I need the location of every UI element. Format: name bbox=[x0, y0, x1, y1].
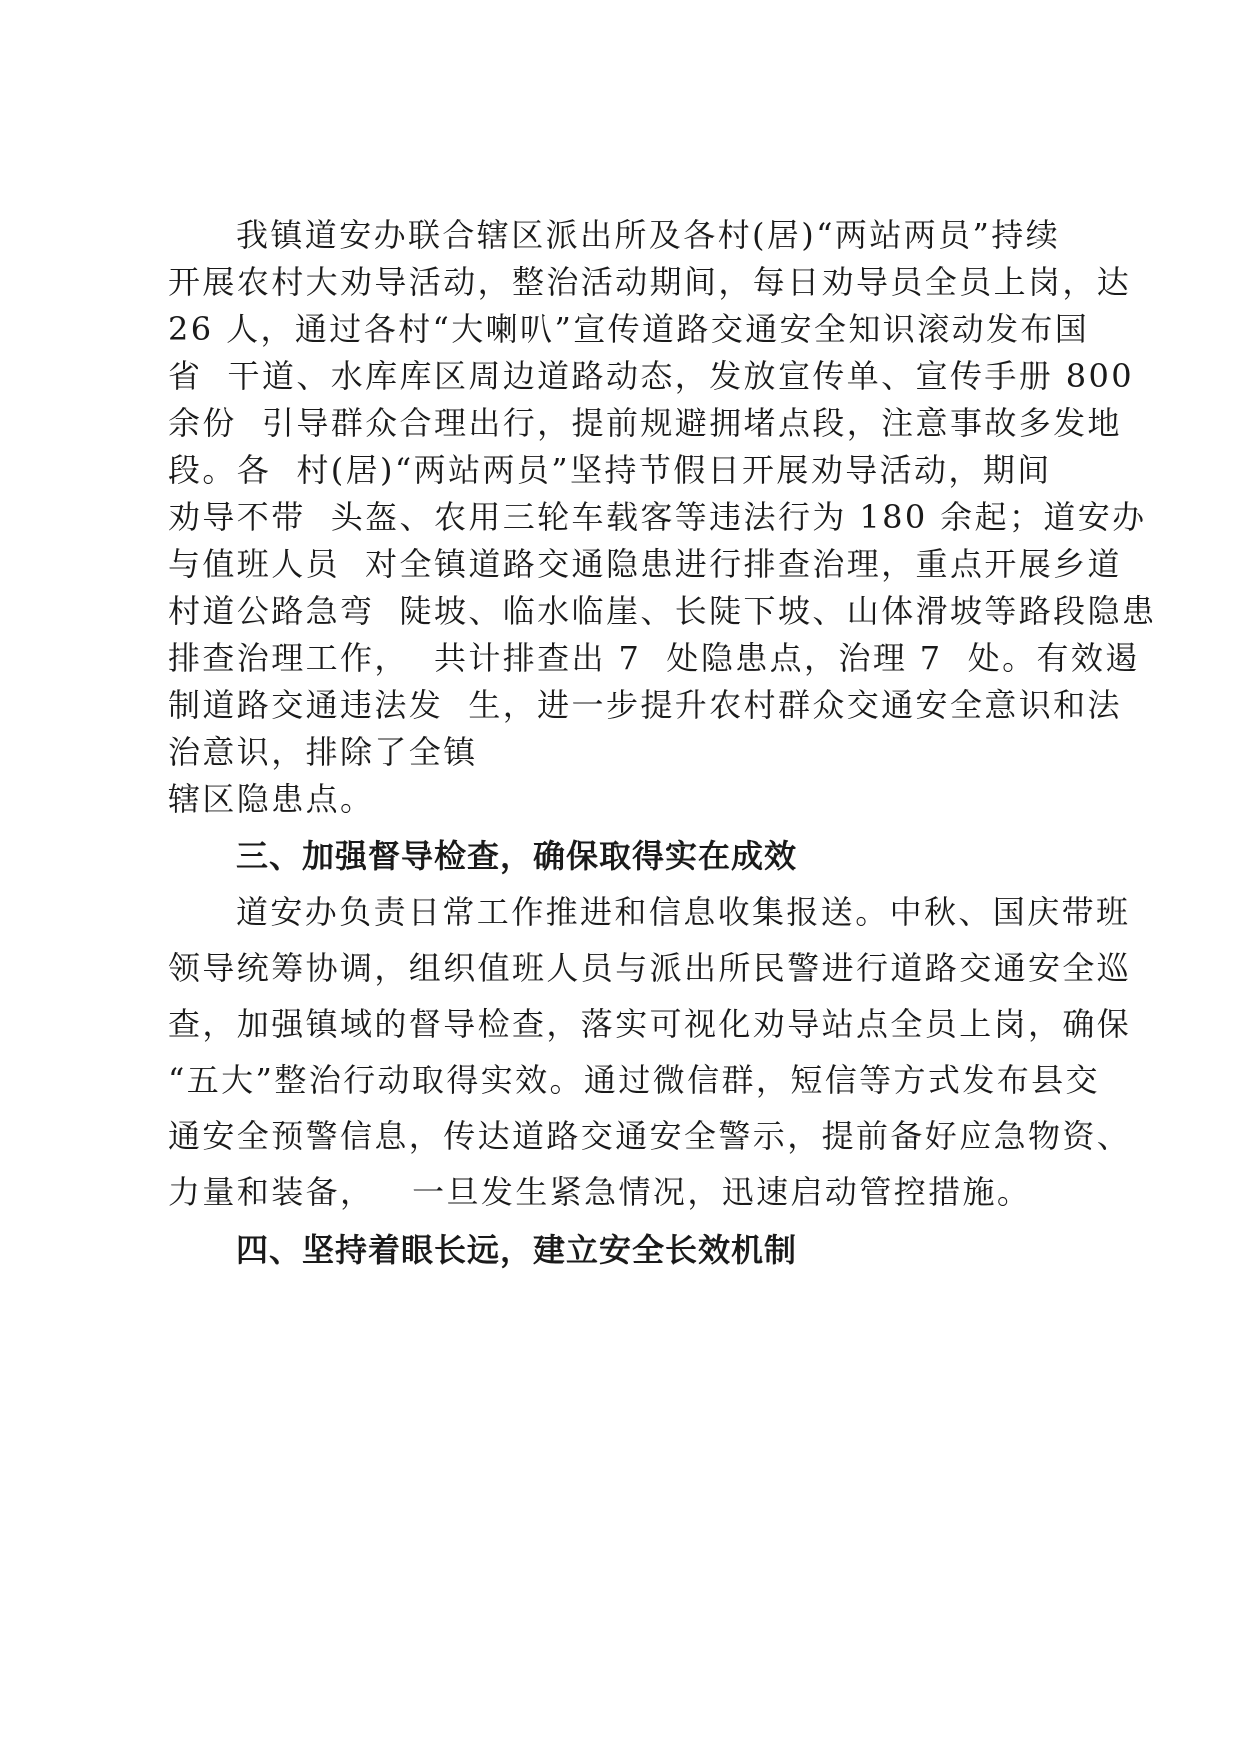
paragraph-line: 26 人，通过各村“大喇叭”宣传道路交通安全知识滚动发布国 bbox=[168, 310, 1090, 348]
section-heading-four: 四、坚持着眼长远，建立安全长效机制 bbox=[236, 1231, 798, 1269]
paragraph-line: 省 干道、水库库区周边道路动态，发放宣传单、宣传手册 800 bbox=[168, 357, 1134, 395]
paragraph-line: 劝导不带 头盔、农用三轮车载客等违法行为 180 余起；道安办 bbox=[168, 498, 1147, 536]
paragraph-line: 道安办负责日常工作推进和信息收集报送。中秋、国庆带班 bbox=[236, 893, 1131, 931]
paragraph-line: “五大”整治行动取得实效。通过微信群，短信等方式发布县交 bbox=[168, 1061, 1100, 1099]
paragraph-line: 查，加强镇域的督导检查，落实可视化劝导站点全员上岗，确保 bbox=[168, 1005, 1132, 1043]
paragraph-line: 我镇道安办联合辖区派出所及各村(居)“两站两员”持续 bbox=[236, 216, 1061, 254]
paragraph-line: 与值班人员 对全镇道路交通隐患进行排查治理，重点开展乡道 bbox=[168, 545, 1122, 583]
section-heading-three: 三、加强督导检查，确保取得实在成效 bbox=[236, 837, 798, 875]
paragraph-line: 制道路交通违法发 生，进一步提升农村群众交通安全意识和法 bbox=[168, 686, 1122, 724]
paragraph-line: 段。各 村(居)“两站两员”坚持节假日开展劝导活动，期间 bbox=[168, 451, 1052, 489]
paragraph-line: 余份 引导群众合理出行，提前规避拥堵点段，注意事故多发地 bbox=[168, 404, 1122, 442]
paragraph-line: 排查治理工作， 共计排查出 7 处隐患点，治理 7 处。有效遏 bbox=[168, 639, 1140, 677]
paragraph-line: 领导统筹协调，组织值班人员与派出所民警进行道路交通安全巡 bbox=[168, 949, 1132, 987]
paragraph-line: 辖区隐患点。 bbox=[168, 780, 375, 818]
paragraph-line: 村道公路急弯 陡坡、临水临崖、长陡下坡、山体滑坡等路段隐患 bbox=[168, 592, 1157, 630]
paragraph-line: 通安全预警信息，传达道路交通安全警示，提前备好应急物资、 bbox=[168, 1117, 1132, 1155]
paragraph-line: 开展农村大劝导活动，整治活动期间，每日劝导员全员上岗，达 bbox=[168, 263, 1132, 301]
paragraph-line: 力量和装备， 一旦发生紧急情况，迅速启动管控措施。 bbox=[168, 1173, 1032, 1211]
paragraph-line: 治意识，排除了全镇 bbox=[168, 733, 478, 771]
